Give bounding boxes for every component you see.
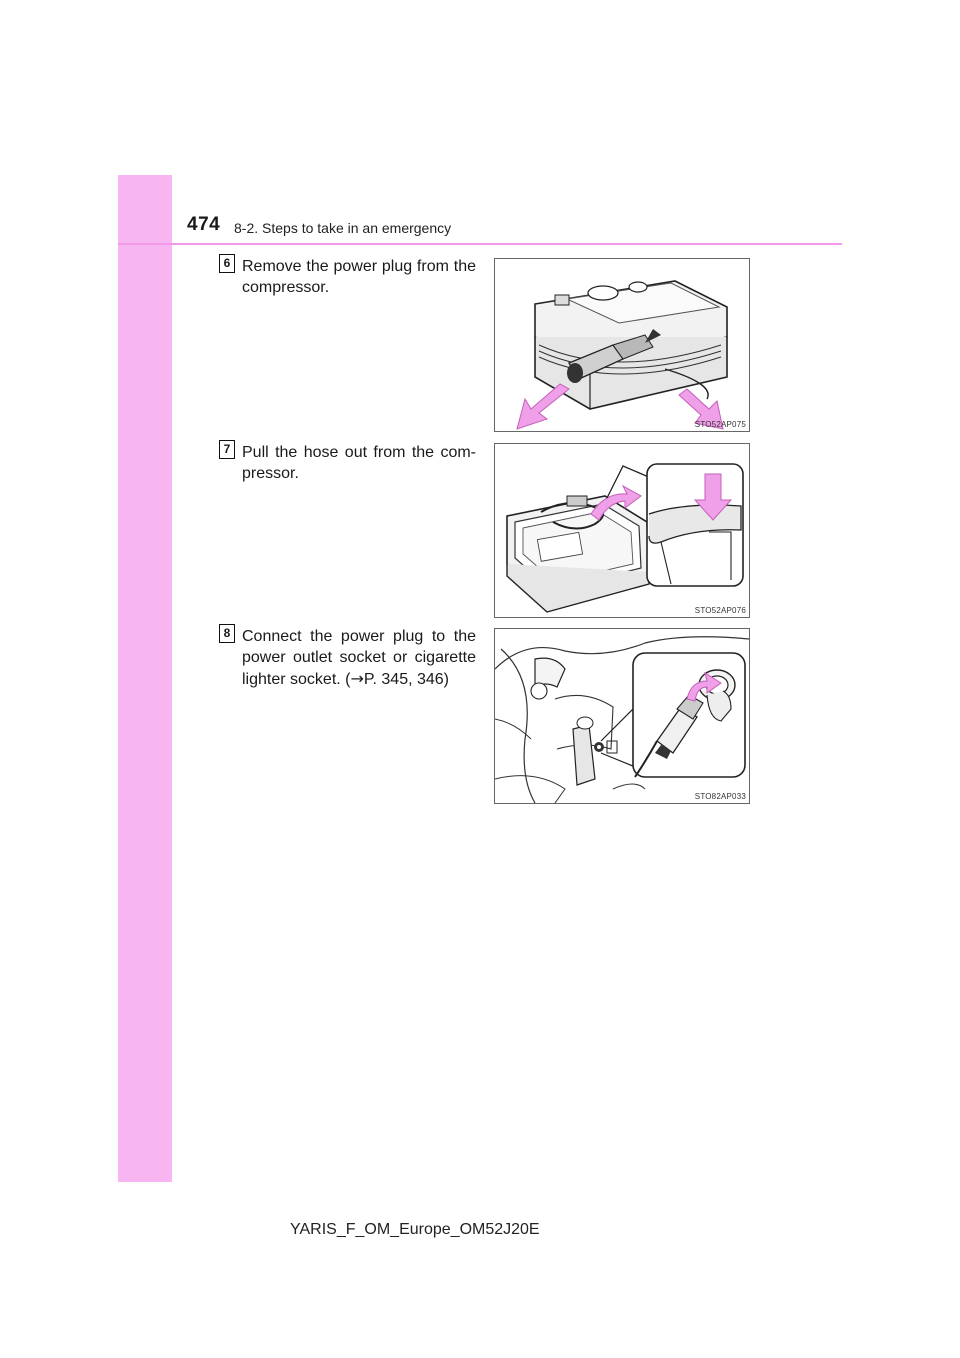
page-number: 474 xyxy=(187,214,221,235)
step-7-text: Pull the hose out from the com-pressor. xyxy=(242,444,476,482)
dashboard-socket-illustration xyxy=(495,629,749,803)
figure-code: STO52AP075 xyxy=(694,420,746,429)
header-rule xyxy=(118,243,842,245)
step-6-text: Remove the power plug from the compressor. xyxy=(242,258,476,296)
step-8-text-before: Connect the power plug to the power outlet socket or cigarette lighter socket. ( xyxy=(242,628,476,688)
step-8-page-reference[interactable]: P. 345, 346) xyxy=(363,671,449,688)
step-marker-8: 8 xyxy=(219,624,235,643)
figure-code: STO52AP076 xyxy=(694,606,746,615)
figure-remove-power-plug xyxy=(494,258,750,432)
manual-code: YARIS_F_OM_Europe_OM52J20E xyxy=(290,1221,540,1238)
section-title: 8-2. Steps to take in an emergency xyxy=(234,220,452,236)
step-8-text xyxy=(242,626,476,690)
side-tab-bar xyxy=(118,175,172,1182)
compressor-illustration xyxy=(495,259,749,431)
figure-code: STO82AP033 xyxy=(694,792,746,801)
hose-illustration xyxy=(495,444,749,617)
figure-connect-power-plug xyxy=(494,628,750,804)
figure-pull-hose-out xyxy=(494,443,750,618)
reference-arrow-icon: → xyxy=(350,669,364,688)
step-marker-7: 7 xyxy=(219,440,235,459)
step-marker-6: 6 xyxy=(219,254,235,273)
